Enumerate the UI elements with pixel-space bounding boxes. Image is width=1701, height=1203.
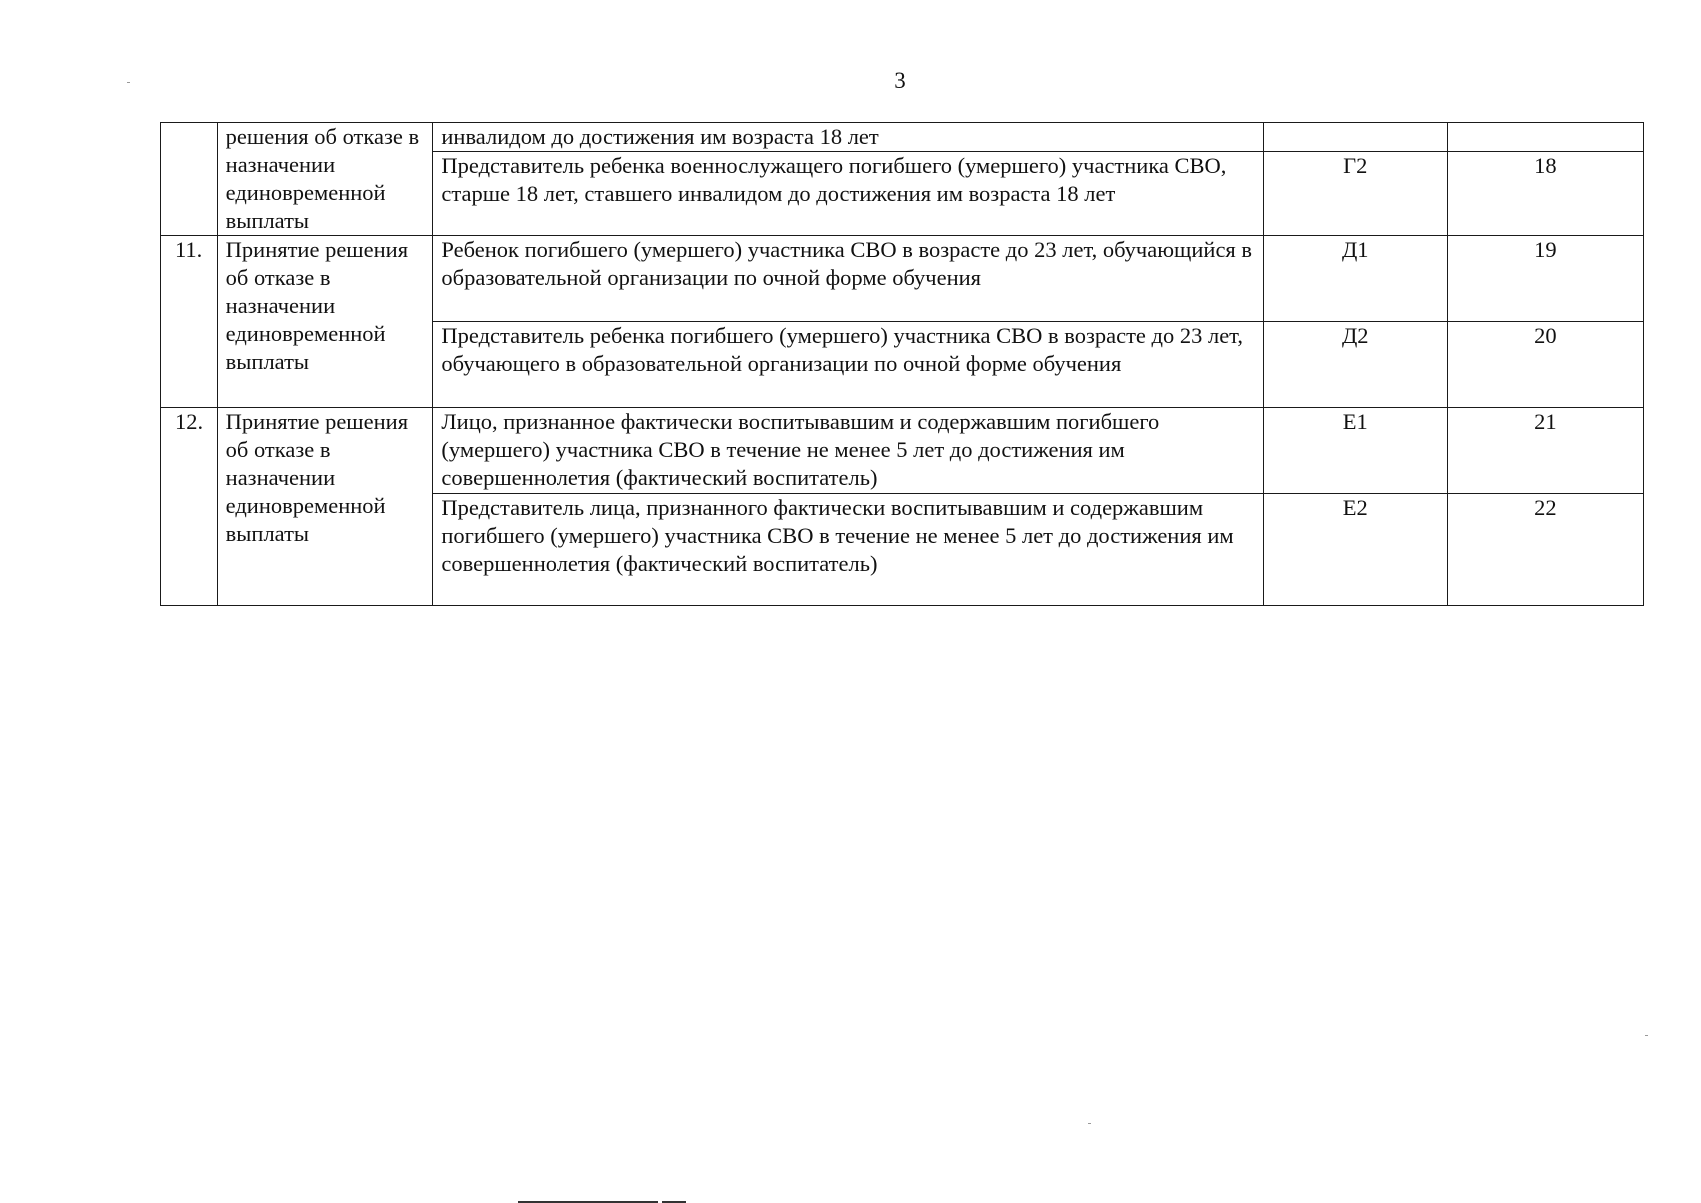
- row-index: [1447, 123, 1643, 152]
- row-index: 21: [1447, 408, 1643, 494]
- applicant-code: Д2: [1263, 322, 1447, 408]
- applicant-description: Представитель ребенка погибшего (умершего) участника СВО в возрасте до 23 лет, обучающего в образовательной организации по очной форме обучения: [433, 322, 1263, 408]
- decision-action: решения об отказе в назначении единовременной выплаты: [217, 123, 433, 236]
- applicant-description: Представитель лица, признанного фактически воспитывавшим и содержавшим погибшего (умершего) участника СВО в течение не менее 5 лет до достижения им совершеннолетия (фактический воспитатель): [433, 494, 1263, 606]
- row-number: 12.: [161, 408, 218, 606]
- row-index: 20: [1447, 322, 1643, 408]
- applicant-code: Е1: [1263, 408, 1447, 494]
- scan-speck: [1645, 1035, 1648, 1036]
- row-number: [161, 123, 218, 236]
- table-row: [161, 236, 1644, 322]
- row-number: 11.: [161, 236, 218, 408]
- row-index: 18: [1447, 152, 1643, 236]
- scan-speck: [127, 82, 130, 83]
- applicant-description: Представитель ребенка военнослужащего погибшего (умершего) участника СВО, старше 18 лет, ставшего инвалидом до достижения им возраста 18 лет: [433, 152, 1263, 236]
- scan-speck: [1088, 1123, 1091, 1124]
- decision-table: [160, 122, 1644, 606]
- applicant-code: Е2: [1263, 494, 1447, 606]
- applicant-description: Ребенок погибшего (умершего) участника СВО в возрасте до 23 лет, обучающийся в образовательной организации по очной форме обучения: [433, 236, 1263, 322]
- applicant-code: Г2: [1263, 152, 1447, 236]
- applicant-description: инвалидом до достижения им возраста 18 лет: [433, 123, 1263, 152]
- decision-action: Принятие решения об отказе в назначении единовременной выплаты: [217, 236, 433, 408]
- row-index: 19: [1447, 236, 1643, 322]
- table-row: [161, 408, 1644, 494]
- page-number: 3: [894, 68, 906, 93]
- applicant-description: Лицо, признанное фактически воспитывавшим и содержавшим погибшего (умершего) участника СВО в течение не менее 5 лет до достижения им совершеннолетия (фактический воспитатель): [433, 408, 1263, 494]
- decision-action: Принятие решения об отказе в назначении единовременной выплаты: [217, 408, 433, 606]
- applicant-code: [1263, 123, 1447, 152]
- applicant-code: Д1: [1263, 236, 1447, 322]
- table-row: [161, 123, 1644, 152]
- row-index: 22: [1447, 494, 1643, 606]
